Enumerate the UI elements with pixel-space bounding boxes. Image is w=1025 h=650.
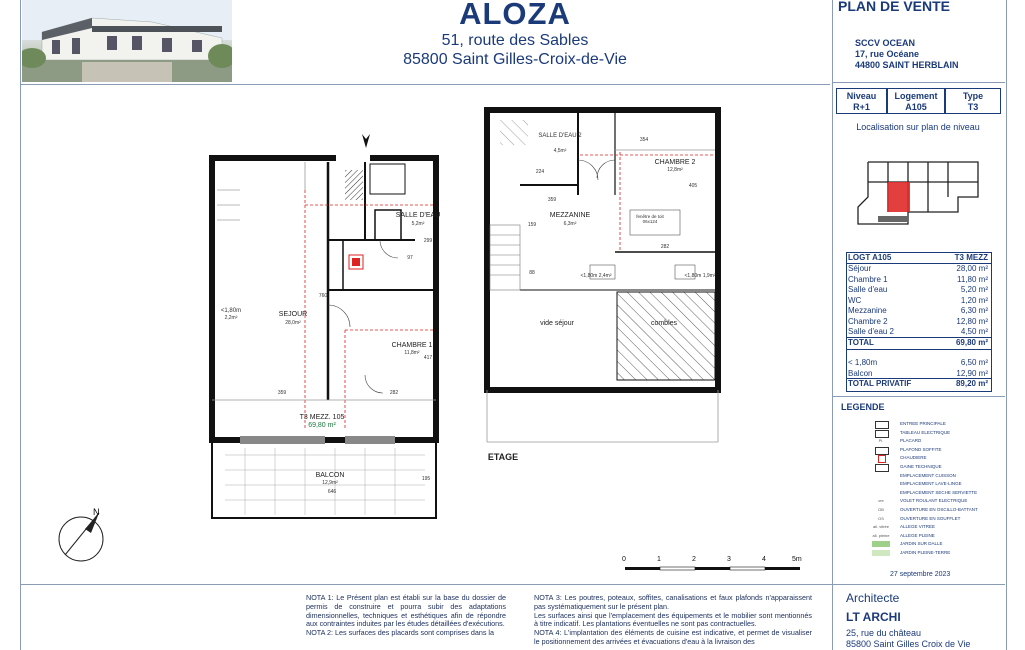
dimension-label: 405 (688, 183, 698, 189)
dimension-label: 88 (529, 270, 535, 276)
logement-tag-area: 69,80 m² (308, 422, 336, 429)
localisation-label: Localisation sur plan de niveau (856, 122, 980, 132)
surface-value: 1,20 m² (960, 295, 988, 305)
room-label-balcon: BALCON (315, 472, 345, 479)
legend-symbol-icon: all. pleine (872, 532, 890, 538)
surface-value: 28,00 m² (956, 264, 988, 273)
legend-symbol-icon: Pl. (878, 438, 884, 444)
surface-total-row (848, 338, 988, 349)
legend-symbol-icon (872, 490, 890, 496)
dimension-label: 359 (547, 197, 557, 203)
legend-symbol-icon (875, 430, 889, 438)
scale-tick: 3 (727, 556, 731, 563)
nota-col2 (534, 594, 812, 647)
dimension-label: 282 (389, 390, 399, 396)
legend-item-label: ALLEGE VITREE (900, 524, 936, 530)
prive-value: 89,20 m² (955, 379, 988, 388)
dimension-label: 97 (407, 255, 413, 261)
surface-row (848, 275, 988, 286)
legend-item-label: OUVERTURE EN SOUFFLET (900, 515, 961, 521)
architect-label: Architecte (846, 591, 900, 605)
legend-item-label: EMPLACEMENT LAVE-LINGE (900, 481, 962, 487)
legend-symbol-icon: OS (878, 515, 884, 521)
legend-item-label: ENTREE PRINCIPALE (900, 421, 946, 426)
legend-symbol-icon (872, 473, 890, 479)
surface-name: WC (848, 295, 862, 305)
legend-symbol-icon (872, 550, 890, 556)
logt-label: LOGT A105 (848, 253, 892, 262)
company-name: SCCV OCEAN (855, 38, 916, 48)
surface-row (848, 306, 988, 317)
sidebar-line (832, 82, 1005, 83)
scale-tick: 0 (622, 556, 626, 563)
dimension-label: 299 (423, 238, 433, 244)
surface-value: 6,50 m² (960, 358, 988, 367)
dimension-label: 195 (421, 476, 431, 482)
logement-header: Logement (894, 91, 938, 101)
room-area-sejour: 28,0m² (285, 320, 301, 326)
legend-item-label: CHAUDIERE (900, 455, 927, 461)
north-arrow-icon (55, 505, 107, 565)
legend-item-label: PLAFOND SOFFITE (900, 446, 942, 452)
legend-symbol-icon (872, 481, 890, 487)
niveau-cell (836, 88, 887, 114)
footer-divider (20, 584, 1005, 585)
scale-tick: 5m (792, 556, 802, 563)
surface-name: Chambre 1 (848, 274, 888, 284)
nota-1: NOTA 1: Le Présent plan est établi sur la base du dossier de permis de construire et pourra subir des adaptations dimensionnelles, techniques et esthétiques afin de répondre aux contraintes induites par les études détaillées d'exécutions. (306, 593, 506, 629)
surface-name: Chambre 2 (848, 316, 888, 326)
surface-name: < 1,80m (848, 358, 878, 367)
nota-col1 (306, 594, 506, 638)
niveau-value: R+1 (853, 102, 870, 112)
surface-value: 12,90 m² (956, 368, 988, 378)
sidebar-divider (832, 0, 833, 650)
dimension-label: 224 (535, 169, 545, 175)
surface-row (848, 358, 988, 369)
velux-label: fenêtre de toit 06x124 (636, 214, 664, 224)
room-area-mezzanine: 6,3m² (563, 221, 577, 227)
plan-date: 27 septembre 2023 (890, 571, 951, 578)
surface-name: Mezzanine (848, 306, 887, 315)
legend-symbol-icon: vre (878, 498, 884, 504)
surface-row (848, 317, 988, 328)
dimension-label: 282 (660, 244, 670, 250)
logement-value: A105 (905, 102, 927, 112)
nota-3: NOTA 3: Les poutres, poteaux, soffites, canalisations et faux plafonds n'apparaissent pas systématiquement sur le présent plan. (534, 593, 812, 611)
room-area-chambre2: 12,8m² (667, 167, 683, 173)
legend-item-label: PLACARD (900, 438, 922, 444)
nota-3b: Les surfaces ainsi que l'emplacement des équipements et le mobilier sont mentionnés à titre indicatif. Les plantations éventuelles ne sont pas contractuelles. (534, 610, 812, 629)
room-label-salle-eau: SALLE D'EAU (395, 212, 441, 219)
dimension-label: 159 (527, 222, 537, 228)
surface-name: Séjour (848, 264, 872, 273)
surface-value: 12,80 m² (956, 316, 988, 326)
floor-plan-level (205, 130, 445, 520)
legend-symbol-icon (875, 421, 889, 429)
room-area-salle-eau: 5,2m² (411, 221, 425, 227)
surface-value: 4,50 m² (960, 327, 988, 336)
nota-2: NOTA 2: Les surfaces des placards sont comprises dans la (306, 628, 495, 638)
surface-row (848, 327, 988, 338)
surface-name: Salle d'eau 2 (848, 327, 895, 336)
under-180-label: <1,80m 1,9m² (684, 273, 716, 279)
room-label-mezzanine: MEZZANINE (549, 212, 591, 219)
niveau-header: Niveau (846, 91, 877, 101)
total-label: TOTAL (848, 338, 874, 347)
sidebar-line (832, 396, 1005, 397)
project-title: ALOZA (459, 0, 571, 31)
prive-label: TOTAL PRIVATIF (848, 379, 912, 388)
vide-sejour-label: vide séjour (540, 320, 574, 327)
surface-row (848, 296, 988, 307)
room-label-chambre1: CHAMBRE 1 (391, 342, 433, 349)
legend-symbol-icon: OB (878, 507, 884, 512)
total-value: 69,80 m² (955, 338, 988, 347)
surface-row (848, 264, 988, 275)
legend-symbol-icon (878, 455, 886, 463)
surface-value: 6,30 m² (960, 306, 988, 315)
dimension-label: 359 (277, 390, 287, 396)
legend-item-label: JARDIN SUR DALLE (900, 541, 943, 547)
key-plan (848, 152, 988, 232)
type-value: T3 (967, 102, 979, 112)
scale-tick: 2 (692, 556, 696, 563)
under-180-label: <1,80m (220, 308, 242, 314)
surfaces-header (848, 253, 988, 264)
type-header: Type (962, 91, 984, 101)
room-area-salle-eau2: 4,5m² (553, 148, 567, 154)
company-street: 17, rue Océane (855, 49, 920, 59)
surface-name: Salle d'eau (848, 285, 888, 294)
svg-text:N: N (93, 507, 100, 517)
room-label-sejour: SEJOUR (278, 311, 308, 318)
legend-item-label: EMPLACEMENT CUISSON (900, 472, 956, 478)
table-line (846, 349, 991, 350)
under-180-label: <1,80m 2,4m² (580, 273, 612, 279)
scale-tick: 1 (657, 556, 661, 563)
room-area-balcon: 12,9m² (322, 480, 338, 486)
surface-value: 5,20 m² (960, 285, 988, 294)
surface-row (848, 285, 988, 296)
legend-symbol-icon (875, 447, 889, 455)
room-label-chambre2: CHAMBRE 2 (654, 159, 696, 166)
combles-label: combles (650, 320, 678, 327)
architect-city: 85800 Saint Gilles Croix de Vie (846, 639, 971, 649)
building-rendering-image (22, 0, 232, 82)
legend-symbol-icon (872, 541, 890, 547)
architect-name: LT ARCHI (846, 610, 901, 624)
legend-item-label: TABLEAU ELECTRIQUE (900, 429, 951, 435)
legend-item-label: OUVERTURE EN OSCILLO-BATTANT (900, 507, 978, 512)
scale-bar (622, 557, 802, 577)
legend-symbol-icon: all. vitrée (872, 524, 889, 530)
dimension-label: 646 (327, 489, 337, 495)
under-180-area: 2,2m² (224, 315, 238, 321)
legend-title: LEGENDE (841, 402, 885, 412)
legend-item-label: GAINE TECHNIQUE (900, 464, 942, 469)
legend-item-label: JARDIN PLEINE-TERRE (900, 550, 951, 555)
company-city: 44800 SAINT HERBLAIN (855, 60, 959, 70)
room-area-chambre1: 11,8m² (404, 350, 420, 356)
legend-item-label: EMPLACEMENT SECHE SERVIETTE (900, 489, 978, 495)
header-divider (20, 84, 830, 85)
logement-cell (887, 88, 945, 114)
address-line-2: 85800 Saint Gilles-Croix-de-Vie (403, 51, 627, 68)
legend-item-label: ALLEGE PLEINE (900, 532, 935, 538)
architect-street: 25, rue du château (846, 628, 922, 638)
room-label-salle-eau2: SALLE D'EAU 2 (538, 133, 582, 139)
logement-tag: T3 MEZZ. 105 (299, 414, 345, 421)
dimension-label: 760 (318, 293, 328, 299)
scale-tick: 4 (762, 556, 766, 563)
logt-type: T3 MEZZ (954, 253, 988, 262)
surface-prive-row (848, 379, 988, 390)
doc-title: PLAN DE VENTE (838, 0, 951, 14)
surface-name: Balcon (848, 368, 873, 378)
dimension-label: 417 (423, 355, 433, 361)
legend-symbol-icon (875, 464, 889, 472)
dimension-label: 354 (639, 137, 649, 143)
legend-item-label: VOLET ROULANT ELECTRIQUE (900, 498, 968, 504)
nota-4: NOTA 4: L'implantation des éléments de cuisine est indicative, et permet de visualiser le positionnement des arrivées et évacuations d'eau à la livraison des (534, 628, 812, 646)
etage-label: ETAGE (487, 452, 519, 462)
type-cell (945, 88, 1001, 114)
surface-value: 11,80 m² (957, 274, 988, 284)
address-line-1: 51, route des Sables (441, 32, 589, 49)
